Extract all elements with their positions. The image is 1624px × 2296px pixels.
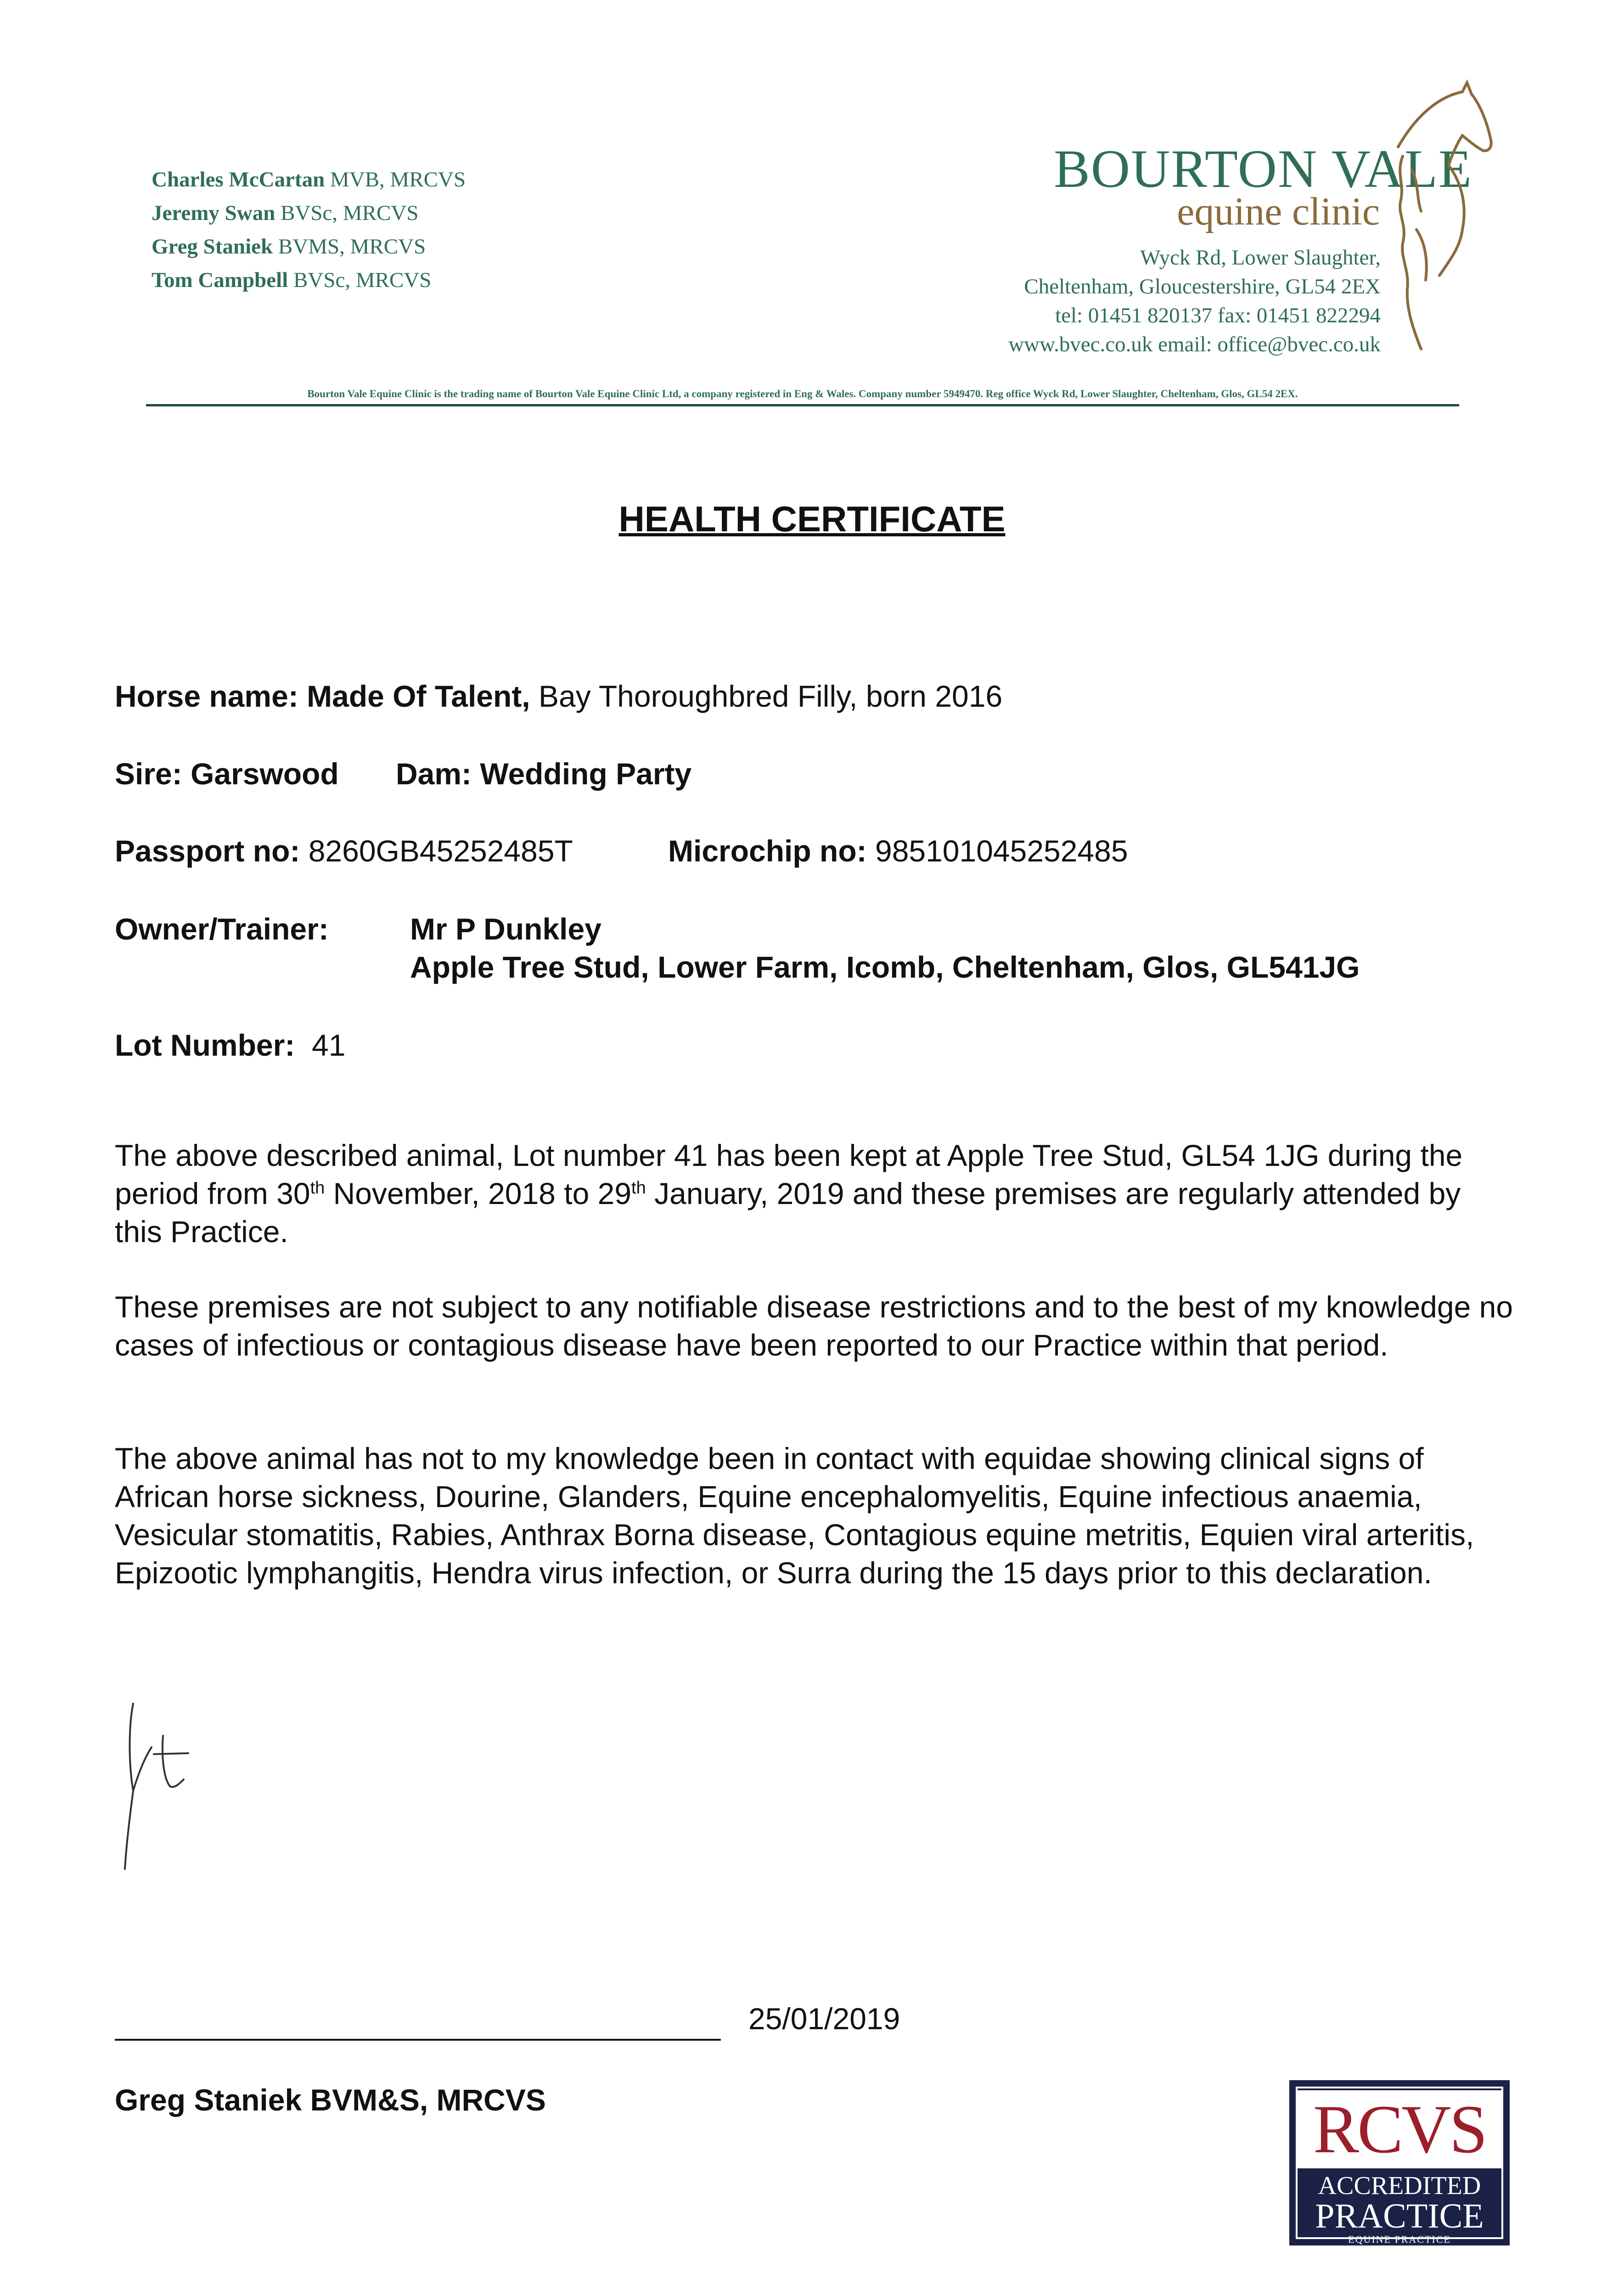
clinic-subtitle: equine clinic	[1177, 189, 1380, 233]
clinic-name: BOURTON VALE	[1054, 139, 1472, 199]
signature-date: 25/01/2019	[748, 2002, 900, 2036]
microchip-line: Microchip no: 985101045252485	[668, 834, 1128, 868]
lot-line: Lot Number: 41	[115, 1028, 346, 1062]
owner-label: Owner/Trainer:	[115, 912, 329, 946]
signature	[119, 1699, 202, 1874]
rcvs-accredited-badge	[1289, 2080, 1510, 2245]
passport-line: Passport no: 8260GB45252485T	[115, 834, 573, 868]
header-divider	[146, 404, 1459, 406]
paragraph-kept: The above described animal, Lot number 41 has been kept at Apple Tree Stud, GL54 1JG during the period from 30th November, 2018 to 29th January, 2019 and these premises are regularly attended by this Practice.	[115, 1138, 1463, 1249]
trading-notice: Bourton Vale Equine Clinic is the trading name of Bourton Vale Equine Clinic Ltd, a company registered in Eng & Wales. Company number 5949470. Reg office Wyck Rd, Lower Slaughter, Cheltenham, Glos, GL54 2EX.	[307, 388, 1298, 400]
paragraph-restrictions: These premises are not subject to any notifiable disease restrictions and to the best of my knowledge no cases of infectious or contagious disease have been reported to our Practice within that period.	[115, 1290, 1513, 1362]
vet-entry: Jeremy Swan BVSc, MRCVS	[152, 201, 419, 225]
sire-label: Sire: Garswood	[115, 757, 339, 791]
badge-frame: RCVS ACCREDITED PRACTICE EQUINE PRACTICE	[1296, 2087, 1503, 2239]
vet-entry: Greg Staniek BVMS, MRCVS	[152, 235, 426, 259]
dam-label: Dam: Wedding Party	[396, 757, 692, 791]
paragraph-contact: The above animal has not to my knowledge been in contact with equidae showing clinical signs of African horse sickness, Dourine, Glanders, Equine encephalomyelitis, Equine infectious anaemia, Vesicular stomatitis, Rabies, Anthrax Borna disease, Contagious equine metritis, Equien viral arteritis, Epizootic lymphangitis, Hendra virus infection, or Surra during the 15 days prior to this declaration.	[115, 1441, 1474, 1590]
horse-head-icon	[1384, 78, 1495, 372]
vet-entry: Tom Campbell BVSc, MRCVS	[152, 268, 432, 292]
owner-address: Apple Tree Stud, Lower Farm, Icomb, Cheltenham, Glos, GL541JG	[410, 950, 1360, 984]
horse-line: Horse name: Made Of Talent, Bay Thoroughbred Filly, born 2016	[115, 679, 1003, 713]
vets-list	[152, 163, 466, 297]
page-title: HEALTH CERTIFICATE	[618, 499, 1006, 539]
clinic-address: Wyck Rd, Lower Slaughter, Cheltenham, Gloucestershire, GL54 2EX tel: 01451 820137 fax: 01451 822294 www.bvec.co.uk email: office@bvec.co.uk	[1008, 246, 1381, 356]
signature-line	[115, 2039, 721, 2041]
signatory-name: Greg Staniek BVM&S, MRCVS	[115, 2083, 546, 2117]
owner-name: Mr P Dunkley	[410, 912, 601, 946]
vet-entry: Charles McCartan MVB, MRCVS	[152, 168, 466, 191]
